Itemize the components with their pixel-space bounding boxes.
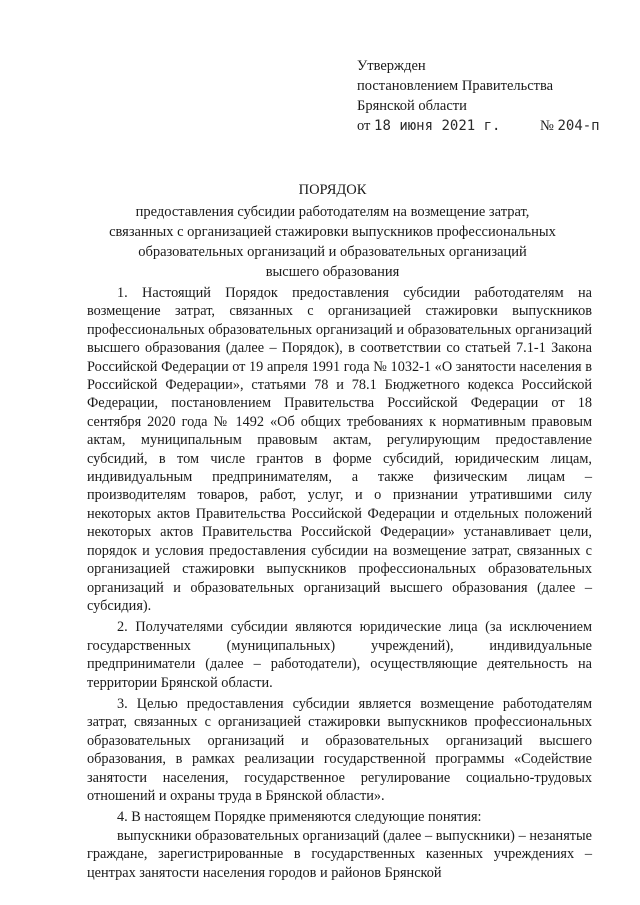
title-line-1: предоставления субсидии работодателям на возмещение затрат,: [135, 204, 530, 220]
date-prefix: от: [357, 118, 371, 134]
title-line-3: образовательных организаций и образовательных организаций: [138, 244, 527, 260]
document-body: [87, 284, 592, 882]
number-prefix: №: [540, 118, 554, 134]
approval-block: [357, 56, 600, 136]
paragraph-1: 1. Настоящий Порядок предоставления субсидии работодателям на возмещение затрат, связанных с организацией стажировки выпускников профессиональных образовательных организаций и образовательных организаций высшего образования (далее – Порядок), в соответствии со статьей 7.1-1 Закона Российской Федерации от 19 апреля 1991 года № 1032-1 «О занятости населения в Российской Федерации», статьями 78 и 78.1 Бюджетного кодекса Российской Федерации, постановлением Правительства Российской Федерации от 18 сентября 2020 года № 1492 «Об общих требованиях к нормативным правовым актам, муниципальным правовым актам, регулирующим предоставление субсидий, в том числе грантов в форме субсидий, юридическим лицам, индивидуальным предпринимателям, а также физическим лицам – производителям товаров, работ, услуг, и о признании утратившими силу некоторых актов Правительства Российской Федерации и отдельных положений некоторых актов Правительства Российской Федерации» устанавливает цели, порядок и условия предоставления субсидии на возмещение затрат, связанных с организацией стажировки выпускников профессиональных образовательных организаций и образовательных организаций высшего образования (далее – субсидия).: [87, 285, 592, 614]
approval-date-line: [357, 116, 600, 136]
approval-line-approved: Утвержден: [357, 58, 426, 74]
approval-line-resolution: постановлением Правительства: [357, 78, 554, 94]
number-value: 204-п: [557, 118, 600, 134]
title-heading: ПОРЯДОК: [298, 182, 367, 198]
document-title: [60, 180, 605, 282]
paragraph-2: 2. Получателями субсидии являются юридические лица (за исключением государственных (муниципальных) учреждений), индивидуальные предприниматели (далее – работодатели), осуществляющие деятельность на территории Брянской области.: [87, 619, 592, 691]
paragraph-definition: выпускники образовательных организаций (далее – выпускники) – незанятые граждане, зарегистрированные в государственных казенных учреждениях – центрах занятости населения городов и районов Брянской: [87, 827, 592, 881]
paragraph-4: 4. В настоящем Порядке применяются следующие понятия:: [117, 809, 482, 826]
approval-line-region: Брянской области: [357, 98, 467, 114]
title-line-4: высшего образования: [265, 264, 400, 280]
paragraph-3: 3. Целью предоставления субсидии является возмещение работодателям затрат, связанных с организацией стажировки выпускников профессиональных образовательных организаций и образовательных организаций высшего образования, в рамках реализации государственной программы «Содействие занятости населения, государственное регулирование социально-трудовых отношений и охраны труда в Брянской области».: [87, 695, 592, 804]
date-value: 18 июня 2021 г.: [374, 118, 501, 134]
number-group: [540, 116, 600, 136]
title-line-2: связанных с организацией стажировки выпускников профессиональных: [109, 224, 556, 240]
